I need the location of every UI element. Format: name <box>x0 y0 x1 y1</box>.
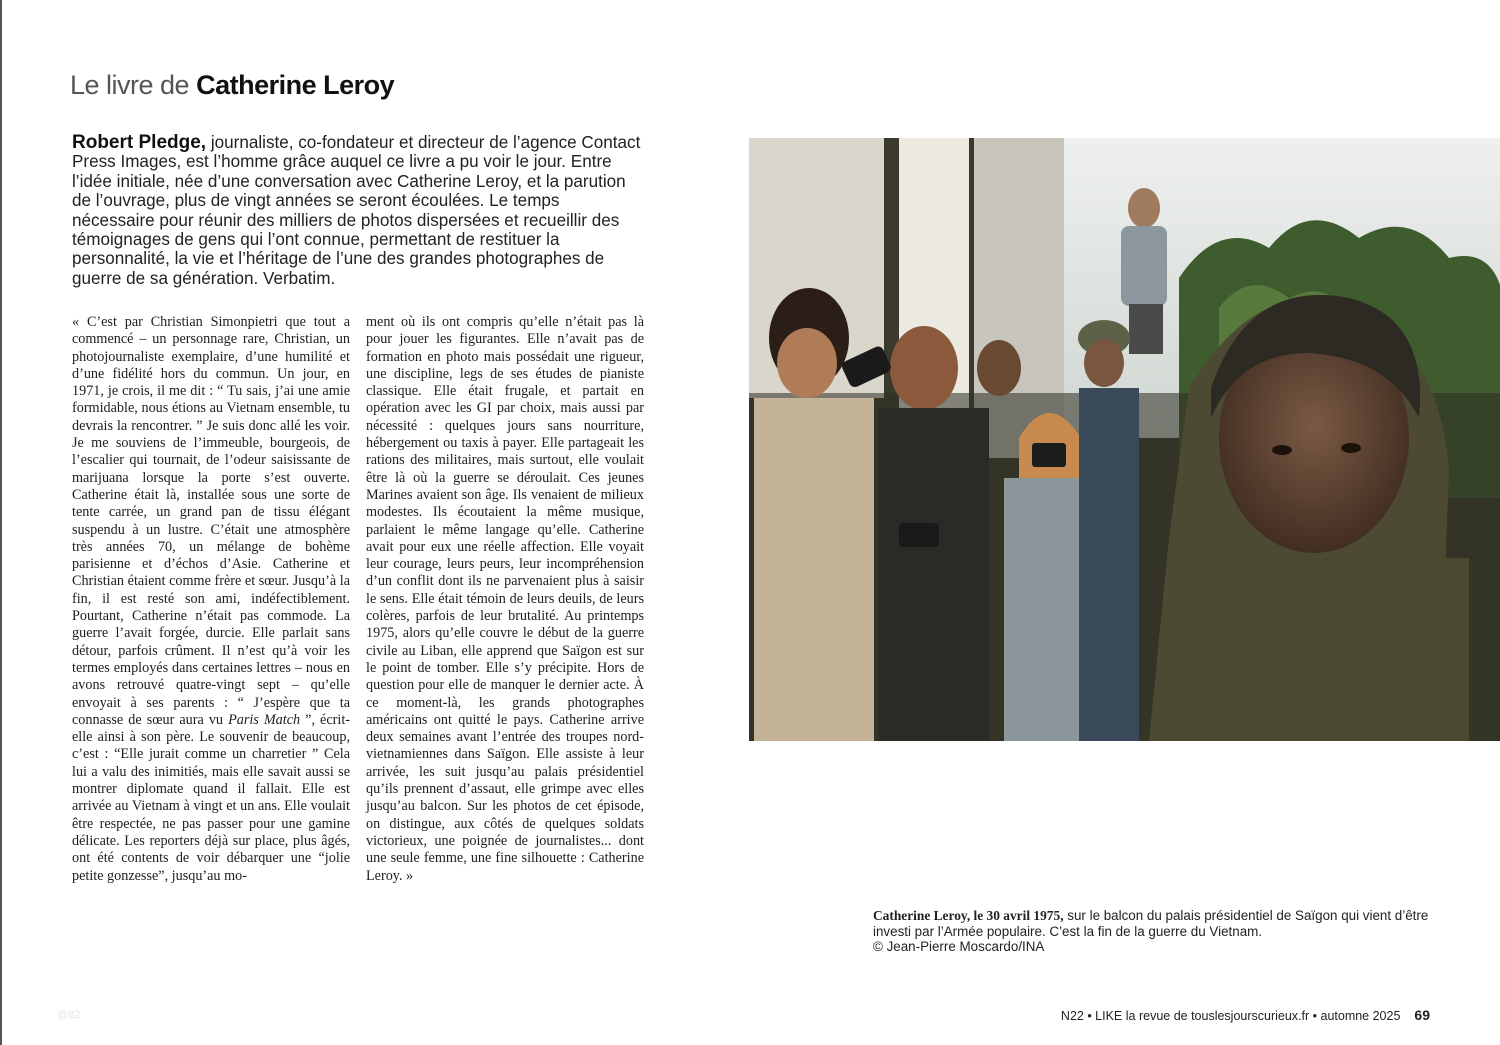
article-photo <box>749 138 1500 741</box>
caption-text: sur le balcon du palais présidentiel de Saïgon qui vient d’être investi par l’Armée populaire. C’est la fin de la guerre du Vietnam. <box>873 908 1429 939</box>
col1-text-a: « C’est par Christian Simonpietri que tout a commencé – un personnage rare, Christian, un photojournaliste exemplaire, d’une humilité et d’une fidélité hors du commun. Un jour, en 1971, je crois, il me dit : “ Tu sais, j’ai une amie formidable, nous étions au Vietnam ensemble, tu devrais la rencontrer. ” Je suis donc allé les voir. Je me souviens de l’immeuble, bourgeois, de l’escalier qui tournait, de l’odeur saisissante de marijuana lorsque la porte s’est ouverte. Catherine était là, installée sous une sorte de tente carrée, un grand pan de tissu élégant suspendu à un lustre. C’était une atmosphère très années 70, un mélange de bohème parisienne et d’échos d’Asie. Catherine et Christian étaient comme frère et sœur. Jusqu’à la fin, il est resté son ami, indéfectiblement. Pourtant, Catherine n’était pas commode. La guerre l’avait forgée, durcie. Elle parlait sans détour, parfois crûment. Il n’est qu’à voir les termes employés dans certaines lettres – nous en avons retrouvé quatre-vingt sept – qu’elle envoyait à ses parents : “ J’espère que ta connasse de sœur aura vu <box>72 314 350 728</box>
heading-prefix: Le livre de <box>70 70 190 100</box>
caption-credit: © Jean-Pierre Moscardo/INA <box>873 939 1045 955</box>
left-folio: @82 <box>57 1009 81 1021</box>
col1-italic-title: Paris Match <box>228 711 301 728</box>
page-number: 69 <box>1414 1007 1430 1023</box>
page-footer <box>1061 1007 1430 1023</box>
intro-author: Robert Pledge, <box>72 132 207 153</box>
photo-illustration <box>749 138 1500 741</box>
photo-caption <box>873 908 1433 955</box>
body-column-2: ment où ils ont compris qu’elle n’était pas là pour jouer les figurantes. Elle n’avait pas de formation en photo mais possédait une rigueur, une discipline, legs de ses études de pianiste classique. Elle était frugale, et partait en opération avec les GI par choix, mais aussi par nécessité : quelques jours sans nourriture, hébergement ou taxis à payer. Elle partageait les rations des militaires, mais surtout, elle voulait être là où la guerre se déroulait. Ces jeunes Marines avaient son âge. Ils venaient de milieux modestes. Ils écoutaient la même musique, parlaient le même langage qu’elle. Catherine avait pour eux une réelle affection. Elle voyait leur courage, leurs peurs, leur incompréhension d’un conflit dont ils ne parvenaient plus à saisir le sens. Elle était témoin de leurs deuils, de leurs colères, parfois de leur brutalité. Au printemps 1975, alors qu’elle couvre le début de la guerre civile au Liban, elle apprend que Saïgon est sur le point de tomber. Elle s’y précipite. Hors de question pour elle de manquer le dernier acte. À ce moment-là, les grands photographes américains ont quitté le pays. Catherine arrive deux semaines avant l’entrée des troupes nord-vietnamiennes dans Saïgon. Elle assiste à leur arrivée, les suit jusqu’au palais présidentiel qu’ils prennent d’assaut, elle grimpe avec elles jusqu’au balcon. Sur les photos de cet épisode, on distingue, aux côtés de quelques soldats victorieux, une poignée de journalistes... dont une seule femme, une fine silhouette : Catherine Leroy. » <box>366 314 644 884</box>
intro-text: journaliste, co-fondateur et directeur de l’agence Contact Press Images, est l’homme grâce auquel ce livre a pu voir le jour. Entre l’idée initiale, née d’une conversation avec Catherine Leroy, et la parution de l’ouvrage, plus de vingt années se seront écoulées. Le temps nécessaire pour réunir des milliers de photos dispersées et recueillir des témoignages de gens qui l’ont connue, permettant de restituer la personnalité, la vie et l’héritage de l’une des grandes photographes de guerre de sa génération. Verbatim. <box>72 133 641 288</box>
heading-name: Catherine Leroy <box>196 70 395 100</box>
footer-text: N22 • LIKE la revue de touslesjourscurieux.fr • automne 2025 <box>1060 1009 1401 1023</box>
intro-paragraph <box>72 133 642 288</box>
article-heading <box>70 70 394 101</box>
caption-bold: Catherine Leroy, le 30 avril 1975, <box>873 908 1064 923</box>
body-column-1 <box>72 314 350 885</box>
col1-text-b: ”, écrit-elle ainsi à son père. Le souvenir de beaucoup, c’est : “Elle jurait comme un charretier ” Cela lui a valu des inimitiés, mais elle savait aussi se montrer diplomate quand il fallait. Elle est arrivée au Vietnam à vingt et un ans. Elle voulait être respectée, ne pas passer pour une gamine délicate. Les reporters déjà sur place, plus âgés, ont été contents de voir débarquer une “jolie petite gonzesse”, jusqu’au mo- <box>72 711 350 884</box>
